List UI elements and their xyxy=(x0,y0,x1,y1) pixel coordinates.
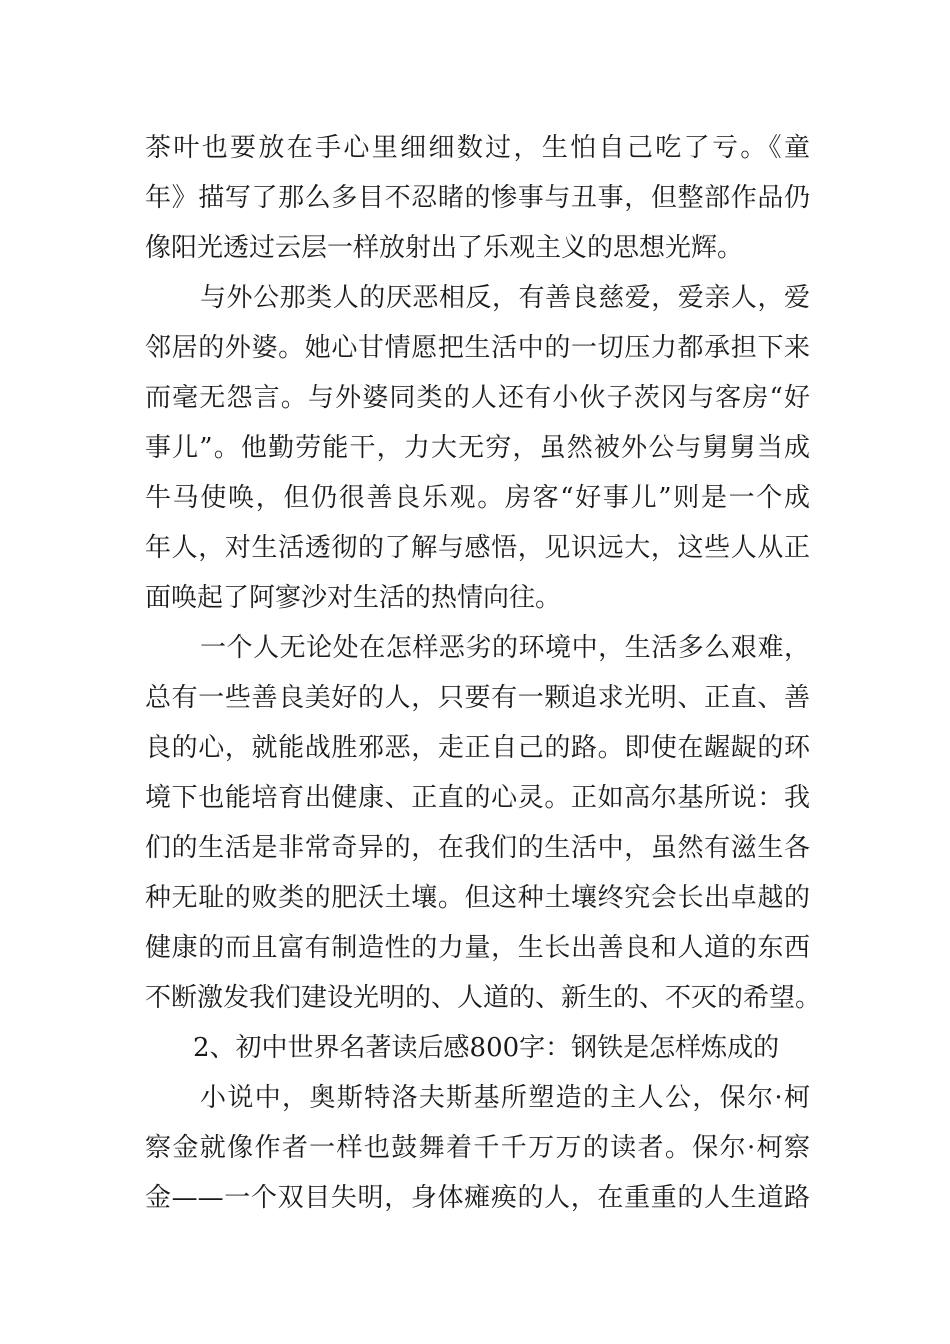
text-line: 茶叶也要放在手心里细细数过，生怕自己吃了亏。《童 xyxy=(145,133,810,163)
text-line: 良的心，就能战胜邪恶，走正自己的路。即使在龌龊的环 xyxy=(145,733,810,763)
text-line: 不断激发我们建设光明的、人道的、新生的、不灭的希望。 xyxy=(145,983,822,1013)
text-line: 健康的而且富有制造性的力量，生长出善良和人道的东西 xyxy=(145,933,810,963)
text-line: 事儿”。他勤劳能干，力大无穷，虽然被外公与舅舅当成 xyxy=(145,433,810,463)
text-line: 总有一些善良美好的人，只要有一颗追求光明、正直、善 xyxy=(145,683,810,713)
text-line: 面唤起了阿寥沙对生活的热情向往。 xyxy=(145,583,562,613)
paragraph-first-line: 与外公那类人的厌恶相反，有善良慈爱，爱亲人，爱 xyxy=(200,283,810,313)
text-line: 金——一个双目失明，身体瘫痪的人，在重重的人生道路 xyxy=(145,1183,810,1213)
text-line: 年人，对生活透彻的了解与感悟，见识远大，这些人从正 xyxy=(145,533,810,563)
text-line: 年》描写了那么多目不忍睹的惨事与丑事，但整部作品仍 xyxy=(145,183,810,213)
paragraph-first-line: 小说中，奥斯特洛夫斯基所塑造的主人公，保尔·柯 xyxy=(200,1083,810,1113)
section-heading: 2、初中世界名著读后感800字：钢铁是怎样炼成的 xyxy=(193,1033,780,1063)
text-line: 邻居的外婆。她心甘情愿把生活中的一切压力都承担下来 xyxy=(145,333,810,363)
text-line: 而毫无怨言。与外婆同类的人还有小伙子茨冈与客房“好 xyxy=(145,383,810,413)
text-line: 们的生活是非常奇异的，在我们的生活中，虽然有滋生各 xyxy=(145,833,810,863)
text-line: 察金就像作者一样也鼓舞着千千万万的读者。保尔·柯察 xyxy=(145,1133,810,1163)
text-line: 像阳光透过云层一样放射出了乐观主义的思想光辉。 xyxy=(145,233,744,263)
text-line: 境下也能培育出健康、正直的心灵。正如高尔基所说：我 xyxy=(145,783,810,813)
paragraph-first-line: 一个人无论处在怎样恶劣的环境中，生活多么艰难， xyxy=(200,633,810,663)
text-line: 种无耻的败类的肥沃土壤。但这种土壤终究会长出卓越的 xyxy=(145,883,810,913)
text-line: 牛马使唤，但仍很善良乐观。房客“好事儿”则是一个成 xyxy=(145,483,810,513)
